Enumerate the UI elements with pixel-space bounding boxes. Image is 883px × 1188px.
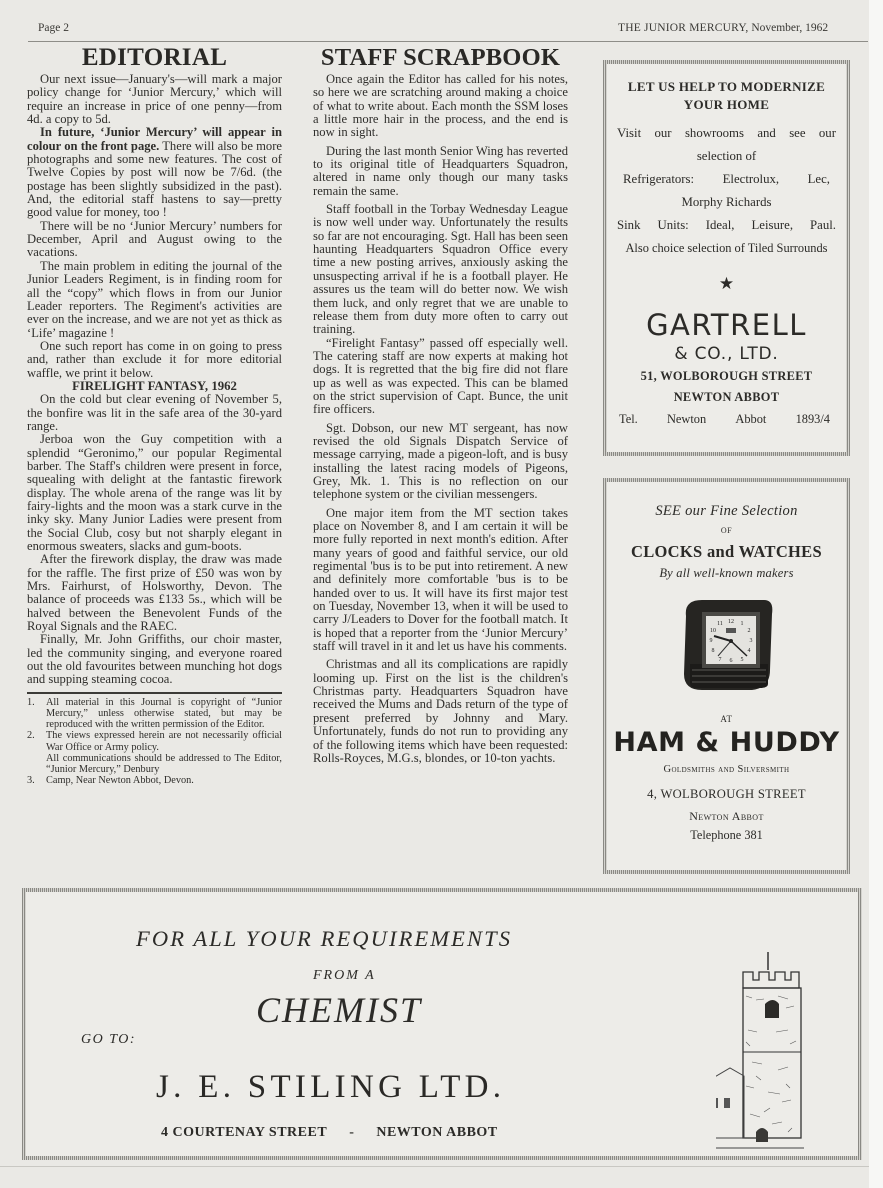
- scrapbook-title: STAFF SCRAPBOOK: [320, 44, 561, 71]
- svg-text:9: 9: [709, 638, 712, 644]
- travel-alarm-clock-icon: [672, 594, 782, 694]
- clock-illustration: [672, 594, 782, 694]
- ham-of-line: OF: [720, 526, 733, 535]
- gartrell-town: NEWTON ABBOT: [673, 390, 780, 404]
- gartrell-company-name: GARTRELL: [646, 308, 807, 342]
- stiling-chemist: CHEMIST: [256, 990, 422, 1030]
- svg-text:7: 7: [718, 657, 721, 663]
- editorial-paragraph: [27, 126, 282, 219]
- scrapbook-paragraph: Staff football in the Torbay Wednesday League is now well under way. Unfortunately the results so far are not encouraging. Sgt. Hall has been seen haunting Headquarters Squadron Office every time a new posting arrives, anxiously asking the unsuspecting arrival if he is a football player. He assures us the team will do better now. We wish them luck, and only regret that we are unable to release them from duty more often to carry out training.: [313, 202, 568, 337]
- church-illustration: [716, 952, 836, 1157]
- ham-telephone: Telephone 381: [690, 828, 763, 842]
- notes-divider: [27, 692, 282, 694]
- scrapbook-paragraph: One major item from the MT section takes place on November 8, and I am certain it will be more fully reported in next month's edition. After many years of good and faithful service, our old regimental 'bus is to be put into retirement. A new and definitely more comfortable 'bus is to be handed over to us. It will have its first major test on Tuesday, November 13, when it will be used to carry J/Leaders to Dover for the football match. It is hoped that a reporter from the ‘Junior Mercury’ staff will travel in it and let us have his comments.: [313, 505, 568, 654]
- gartrell-tiles-line: Also choice selection of Tiled Surrounds: [625, 241, 828, 255]
- svg-text:12: 12: [727, 619, 734, 625]
- scrapbook-paragraph: During the last month Senior Wing has reverted to its original title of Headquarters Squadron, altered in name only though our many tasks remain the same.: [313, 143, 568, 198]
- scrapbook-paragraph: Christmas and all its complications are rapidly looming up. First on the list is the children's Christmas party. Headquarters Squadron have received the Mums and Dads return of the type of present preferred by Johnny and Mary. Unfortunately, funds do not run to providing any of the following items which have been requested: Rolls-Royces, M.G.s, blondes, or 10-ton yachts.: [313, 657, 568, 765]
- ham-town: Newton Abbot: [689, 809, 764, 823]
- svg-text:11: 11: [716, 621, 723, 627]
- header-rule: [28, 41, 868, 42]
- editorial-column: [27, 44, 282, 786]
- note-item: 2. The views expressed herein are not necessarily official War Office or Army policy.: [27, 730, 282, 753]
- stiling-address: [161, 1125, 498, 1141]
- svg-text:8: 8: [711, 648, 714, 654]
- stiling-separator: -: [349, 1125, 355, 1140]
- gartrell-visit-line: Visit our showrooms and see our: [617, 126, 836, 140]
- firelight-paragraph: Finally, Mr. John Griffiths, our choir master, led the community singing, and everyone roared out the old favourites between munching hot dogs and supping steaming cocoa.: [27, 632, 282, 687]
- gartrell-fridges-line: Refrigerators: Electrolux, Lec,: [623, 172, 830, 186]
- firelight-paragraph: Jerboa won the Guy competition with a splendid “Geronimo,” our popular Regimental barber. The Staff's children were present in force, squealing with delight at the fantastic firework display. The whole arena of the range was lit by fairy-lights and the moon was a stark curve in the inky sky. Many Junior Ladies were present from the Social Club, cosy but not sharply elegant in enormous sweaters, slacks and gum-boots.: [27, 432, 282, 554]
- editorial-bold-lead-rest: There will also be more photographs and some new features. The cost of Twelve Copies by post will now be 7/6d. (the postage has been slightly subsidized in the past). And, the editorial staff hastens to say—pretty good value for money, too !: [27, 138, 282, 220]
- stiling-advert: [22, 888, 862, 1160]
- editorial-title: EDITORIAL: [81, 44, 228, 71]
- firelight-paragraph: After the firework display, the draw was made for the raffle. The first prize of £50 was won by Mrs. Fairhurst, of Holsworthy, Devon. The balance of proceeds was £133 5s., which will be halved between the Benevolent Funds of the Royal Signals and the RAEC.: [27, 552, 282, 634]
- svg-text:1: 1: [740, 621, 743, 627]
- firelight-paragraph: On the cold but clear evening of November 5, the bonfire was lit in the safe area of the 30-yard range.: [27, 392, 282, 433]
- editorial-paragraph: One such report has come in on going to press and, rather than exclude it for more editorial waffle, we print it below.: [27, 338, 282, 380]
- scrapbook-paragraph: Once again the Editor has called for his notes, so here we are scratching around making a choice of what to write about. Each month the SSM loses a little more hair in the process, and the end is now in sight.: [313, 72, 568, 140]
- publication-header: [618, 22, 828, 34]
- gartrell-telephone: Tel. Newton Abbot 1893/4: [619, 412, 830, 426]
- stiling-town: NEWTON ABBOT: [376, 1125, 498, 1140]
- church-tower-icon: [716, 952, 836, 1157]
- svg-text:5: 5: [740, 657, 743, 663]
- note-item: All communications should be addressed to The Editor, “Junior Mercury,” Denbury: [46, 752, 282, 776]
- note-item: 3. Camp, Near Newton Abbot, Devon.: [27, 775, 194, 787]
- publication-title: THE JUNIOR MERCURY,: [618, 22, 749, 34]
- ham-makers-line: By all well-known makers: [659, 566, 794, 580]
- gartrell-company-suffix: & CO., LTD.: [674, 344, 779, 364]
- gartrell-advert: [603, 60, 850, 456]
- editorial-paragraph: Our next issue—January's—will mark a major policy change for ‘Junior Mercury,’ which will require an increase in price of one penny—from 4d. a copy to 5d.: [27, 72, 282, 127]
- scrapbook-paragraph: “Firelight Fantasy” passed off especially well. The catering staff are now experts at making hot dogs. It is regretted that the big fire did not flare up as well as was expected. This can be blamed on the strict supervision of Capt. Bunce, the unit fire officers.: [313, 335, 568, 417]
- ham-address: 4, WOLBOROUGH STREET: [647, 787, 806, 801]
- stiling-company-name: J. E. STILING LTD.: [156, 1069, 506, 1105]
- editorial-paragraph: There will be no ‘Junior Mercury’ numbers for December, April and August owing to the vacations.: [27, 218, 282, 260]
- note-item: 1. All material in this Journal is copyright of “Junior Mercury,” unless otherwise stated, but may be reproduced with the written permission of the Editor.: [27, 696, 282, 731]
- scrapbook-column: [313, 44, 568, 770]
- gartrell-sinks-line: Sink Units: Ideal, Leisure, Paul.: [617, 218, 836, 232]
- editorial-paragraph: The main problem in editing the journal of the Junior Leaders Regiment, is in finding room for all the “copy” which flows in from our Junior Leader reporters. The Regiment's activities are ever on the increase, and we are not yet as thick as ‘Life’ magazine !: [27, 258, 282, 340]
- gartrell-fridges-brand: Morphy Richards: [681, 195, 772, 209]
- stiling-from: FROM A: [313, 968, 376, 983]
- scrapbook-paragraph: Sgt. Dobson, our new MT sergeant, has now revised the old Signals Dispatch Service of message carrying, made a pigeon-loft, and is busy installing the latest racing models of Pigeons, Grey, Mk. 1. This is no reflection on our telephone system or the civilian messengers.: [313, 420, 568, 502]
- page-bottom-rule: [0, 1166, 883, 1167]
- star-icon: ★: [718, 274, 735, 293]
- ham-at-line: AT: [720, 714, 733, 724]
- stiling-goto: GO TO:: [81, 1032, 137, 1047]
- ham-huddy-advert: [603, 478, 850, 874]
- gartrell-selection-line: selection of: [696, 149, 757, 163]
- copyright-notes: [27, 697, 282, 787]
- issue-date: November, 1962: [751, 22, 829, 34]
- svg-text:6: 6: [729, 658, 732, 664]
- editorial-bold-lead: In future, ‘Junior Mercury’ will appear in colour on the front page.: [27, 125, 282, 153]
- gartrell-headline: LET US HELP TO MODERNIZE YOUR HOME: [627, 79, 826, 112]
- page-number: Page 2: [38, 22, 69, 34]
- svg-text:4: 4: [747, 648, 750, 654]
- svg-text:2: 2: [747, 628, 750, 634]
- stiling-requirements: FOR ALL YOUR REQUIREMENTS: [136, 926, 513, 951]
- svg-text:10: 10: [709, 628, 716, 634]
- ham-company-name: HAM & HUDDY: [613, 727, 840, 758]
- ham-trade: Goldsmiths and Silversmith: [663, 764, 790, 775]
- ham-see-line: SEE our Fine Selection: [655, 503, 798, 519]
- gartrell-address: 51, WOLBOROUGH STREET: [640, 369, 813, 383]
- stiling-street: 4 COURTENAY STREET: [161, 1125, 328, 1140]
- page-edge: [869, 0, 883, 1188]
- svg-text:3: 3: [749, 638, 752, 644]
- firelight-subhead: FIRELIGHT FANTASY, 1962: [72, 378, 237, 393]
- ham-product-line: CLOCKS and WATCHES: [631, 542, 822, 561]
